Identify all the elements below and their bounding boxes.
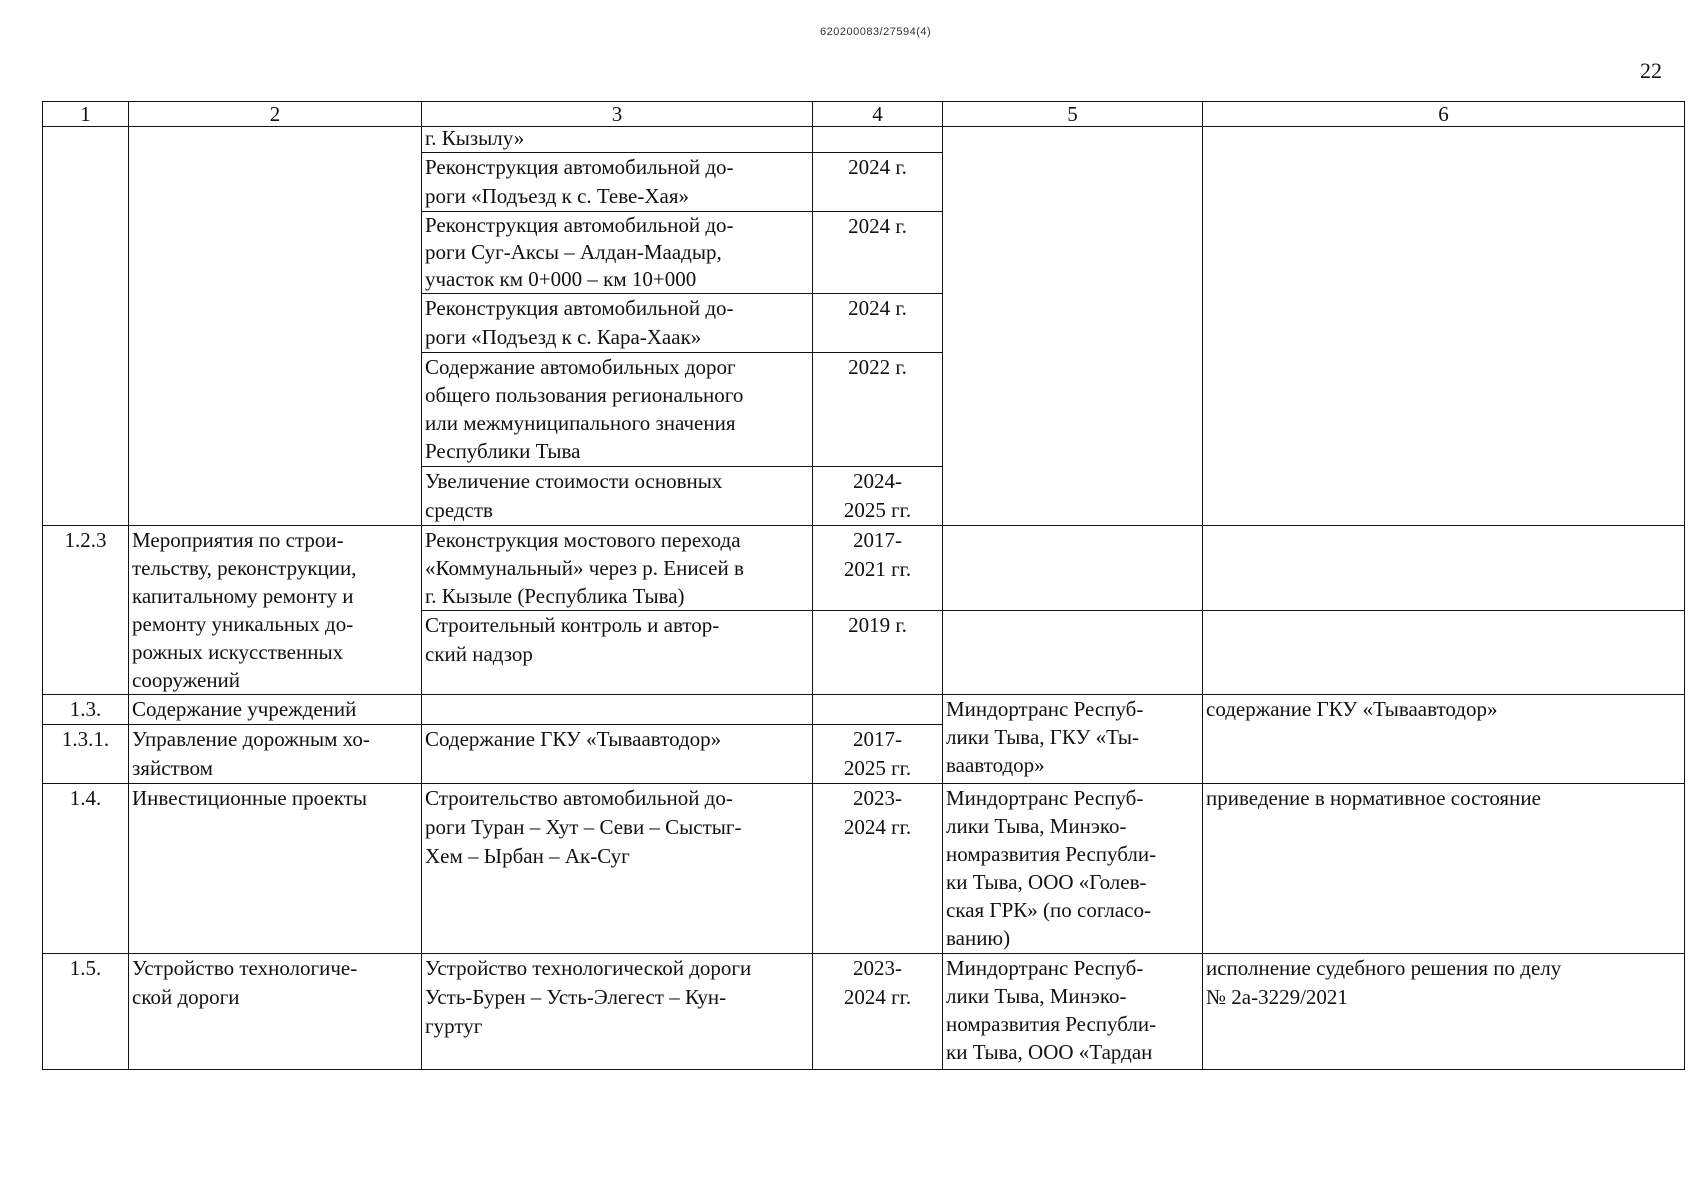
cell-empty — [1203, 526, 1685, 611]
cell-empty — [943, 526, 1203, 611]
cell-year: 2023- 2024 гг. — [813, 954, 943, 1070]
cell-empty — [422, 695, 813, 725]
cell-action: Увеличение стоимости основных средств — [422, 467, 813, 526]
cell-number: 1.2.3 — [43, 526, 129, 695]
cell-empty — [813, 695, 943, 725]
cell-activity: Мероприятия по строи- тельству, реконструкции, капитальному ремонту и ремонту уникальных до- рожных искусственных сооружений — [129, 526, 422, 695]
cell-year: 2022 г. — [813, 353, 943, 467]
cell-activity: Управление дорожным хо- зяйством — [129, 725, 422, 784]
cell-year — [813, 127, 943, 153]
column-header: 1 — [43, 102, 129, 127]
column-header: 6 — [1203, 102, 1685, 127]
cell-action: Реконструкция автомобильной до- роги «Подъезд к с. Теве-Хая» — [422, 153, 813, 212]
column-header: 4 — [813, 102, 943, 127]
page-number: 22 — [1640, 58, 1662, 83]
cell-year: 2019 г. — [813, 611, 943, 695]
cell-year: 2023- 2024 гг. — [813, 784, 943, 954]
cell-empty — [943, 611, 1203, 695]
cell-year: 2024- 2025 гг. — [813, 467, 943, 526]
cell-executor: Миндортранс Респуб- лики Тыва, Минэко- номразвития Республи- ки Тыва, ООО «Тардан — [943, 954, 1203, 1070]
cell-empty — [1203, 127, 1685, 526]
cell-empty — [129, 127, 422, 526]
table-row — [43, 784, 1685, 954]
table-row — [43, 954, 1685, 1070]
cell-action: Строительство автомобильной до- роги Туран – Хут – Севи – Сыстыг- Хем – Ырбан – Ак-Суг — [422, 784, 813, 954]
cell-action: Реконструкция автомобильной до- роги Суг-Аксы – Алдан-Маадыр, участок км 0+000 – км 10+000 — [422, 212, 813, 294]
cell-empty — [943, 127, 1203, 526]
column-header: 3 — [422, 102, 813, 127]
table-row — [43, 127, 1685, 153]
column-header: 2 — [129, 102, 422, 127]
cell-activity: Содержание учреждений — [129, 695, 422, 725]
column-header: 5 — [943, 102, 1203, 127]
cell-result: приведение в нормативное состояние — [1203, 784, 1685, 954]
cell-number: 1.4. — [43, 784, 129, 954]
cell-year: 2024 г. — [813, 212, 943, 294]
cell-action: Строительный контроль и автор- ский надзор — [422, 611, 813, 695]
table-row — [43, 526, 1685, 611]
cell-year: 2017- 2025 гг. — [813, 725, 943, 784]
cell-result: исполнение судебного решения по делу № 2а-3229/2021 — [1203, 954, 1685, 1070]
table-header-row — [43, 102, 1685, 127]
cell-empty — [1203, 611, 1685, 695]
table-row — [43, 695, 1685, 725]
cell-empty — [43, 127, 129, 526]
cell-number: 1.3.1. — [43, 725, 129, 784]
cell-action: г. Кызылу» — [422, 127, 813, 153]
cell-result: содержание ГКУ «Тываавтодор» — [1203, 695, 1685, 784]
cell-year: 2024 г. — [813, 153, 943, 212]
cell-year: 2017- 2021 гг. — [813, 526, 943, 611]
cell-activity: Устройство технологиче- ской дороги — [129, 954, 422, 1070]
cell-year: 2024 г. — [813, 294, 943, 353]
cell-action: Устройство технологической дороги Усть-Бурен – Усть-Элегест – Кун- гуртуг — [422, 954, 813, 1070]
cell-number: 1.3. — [43, 695, 129, 725]
program-table — [42, 101, 1685, 1070]
cell-number: 1.5. — [43, 954, 129, 1070]
cell-executor: Миндортранс Респуб- лики Тыва, ГКУ «Ты- ваавтодор» — [943, 695, 1203, 784]
cell-activity: Инвестиционные проекты — [129, 784, 422, 954]
cell-action: Содержание автомобильных дорог общего пользования регионального или межмуниципального значения Республики Тыва — [422, 353, 813, 467]
cell-action: Реконструкция мостового перехода «Коммунальный» через р. Енисей в г. Кызыле (Республика Тыва) — [422, 526, 813, 611]
cell-action: Реконструкция автомобильной до- роги «Подъезд к с. Кара-Хаак» — [422, 294, 813, 353]
document-id: 620200083/27594(4) — [820, 26, 932, 38]
cell-action: Содержание ГКУ «Тываавтодор» — [422, 725, 813, 784]
cell-executor: Миндортранс Респуб- лики Тыва, Минэко- номразвития Республи- ки Тыва, ООО «Голев- ская ГРК» (по согласо- ванию) — [943, 784, 1203, 954]
